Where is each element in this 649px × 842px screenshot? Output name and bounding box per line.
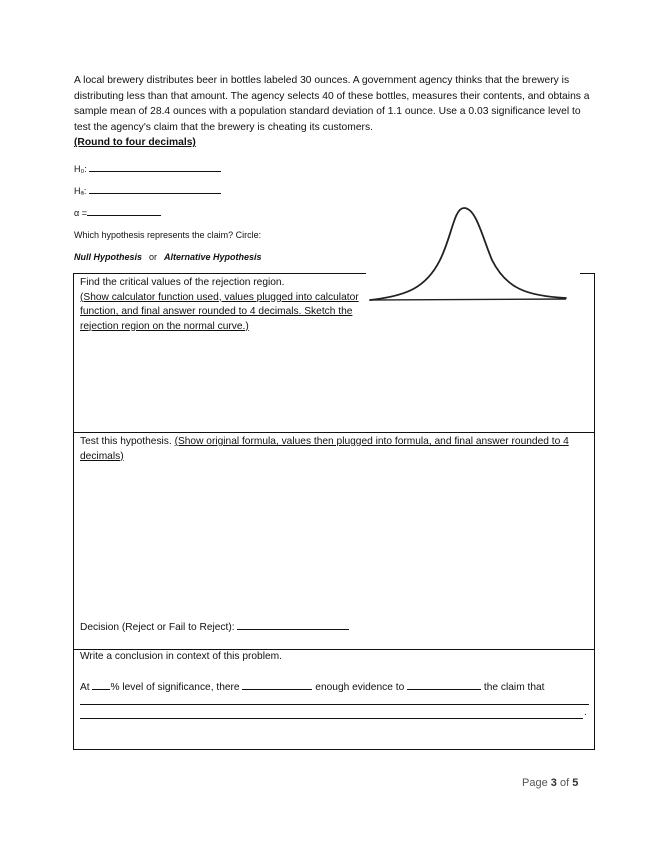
conclusion-sentence — [80, 680, 545, 693]
conclusion-end-period: . — [584, 707, 587, 718]
conclusion-line-1[interactable] — [80, 704, 589, 705]
normal-curve-svg — [366, 196, 580, 308]
h0-label: H₀: — [74, 164, 87, 174]
decision-label: Decision (Reject or Fail to Reject): — [80, 622, 235, 633]
curve-baseline — [370, 299, 566, 300]
alt-hypothesis-field — [74, 184, 221, 196]
h0-blank[interactable] — [89, 162, 221, 172]
page-word: Page — [522, 777, 548, 789]
at-text: At — [80, 682, 90, 693]
null-hypothesis-field — [74, 162, 221, 174]
conclusion-line-2[interactable] — [80, 718, 583, 719]
is-isnot-blank[interactable] — [242, 680, 312, 690]
level-text: % level of significance, there — [110, 682, 240, 693]
level-blank[interactable] — [92, 680, 110, 690]
test-hypothesis-box — [73, 432, 595, 649]
alpha-label: α = — [74, 208, 87, 218]
normal-curve — [370, 208, 566, 300]
conclusion-heading: Write a conclusion in context of this problem. — [80, 651, 282, 662]
critical-values-instructions: (Show calculator function used, values plugged into calculator function, and final answer rounded to 4 decimals. Sketch the rejection region on the normal curve.) — [80, 291, 359, 332]
alpha-field — [74, 206, 161, 218]
ha-blank[interactable] — [89, 184, 221, 194]
conclusion-box — [73, 649, 595, 750]
rounding-instruction: (Round to four decimals) — [74, 137, 196, 149]
null-hypothesis-option[interactable]: Null Hypothesis — [74, 252, 143, 262]
ha-label: Hₐ: — [74, 186, 87, 196]
claim-text: the claim that — [483, 682, 545, 693]
problem-statement — [74, 73, 594, 151]
alt-hypothesis-option[interactable]: Alternative Hypothesis — [164, 252, 262, 262]
test-instructions: (Show original formula, values then plugged into formula, and final answer rounded to 4 decimals) — [80, 436, 569, 462]
or-text: or — [149, 252, 158, 262]
critical-values-heading: Find the critical values of the rejection region. — [80, 277, 285, 288]
problem-text: A local brewery distributes beer in bottles labeled 30 ounces. A government agency thinks that the brewery is distributing less than that amount. The agency selects 40 of these bottles, measures their contents, and obtains a sample mean of 28.4 ounces with a population standard deviation of 1.1 ounce. Use a 0.03 significance level to test the agency's claim that the brewery is cheating its customers. — [74, 75, 590, 133]
current-page: 3 — [550, 777, 557, 789]
test-hypothesis-text — [80, 435, 588, 464]
evidence-text: enough evidence to — [315, 682, 405, 693]
alpha-blank[interactable] — [87, 206, 161, 216]
normal-curve-sketch — [366, 196, 580, 308]
decision-field — [80, 620, 349, 633]
claim-question: Which hypothesis represents the claim? Circle: — [74, 230, 262, 240]
critical-values-text — [80, 276, 360, 334]
claim-options — [74, 252, 262, 262]
test-heading: Test this hypothesis. — [80, 436, 172, 447]
of-word: of — [559, 777, 570, 789]
page-number — [522, 777, 578, 789]
support-reject-blank[interactable] — [407, 680, 481, 690]
decision-blank[interactable] — [237, 620, 349, 630]
total-pages: 5 — [572, 777, 579, 789]
